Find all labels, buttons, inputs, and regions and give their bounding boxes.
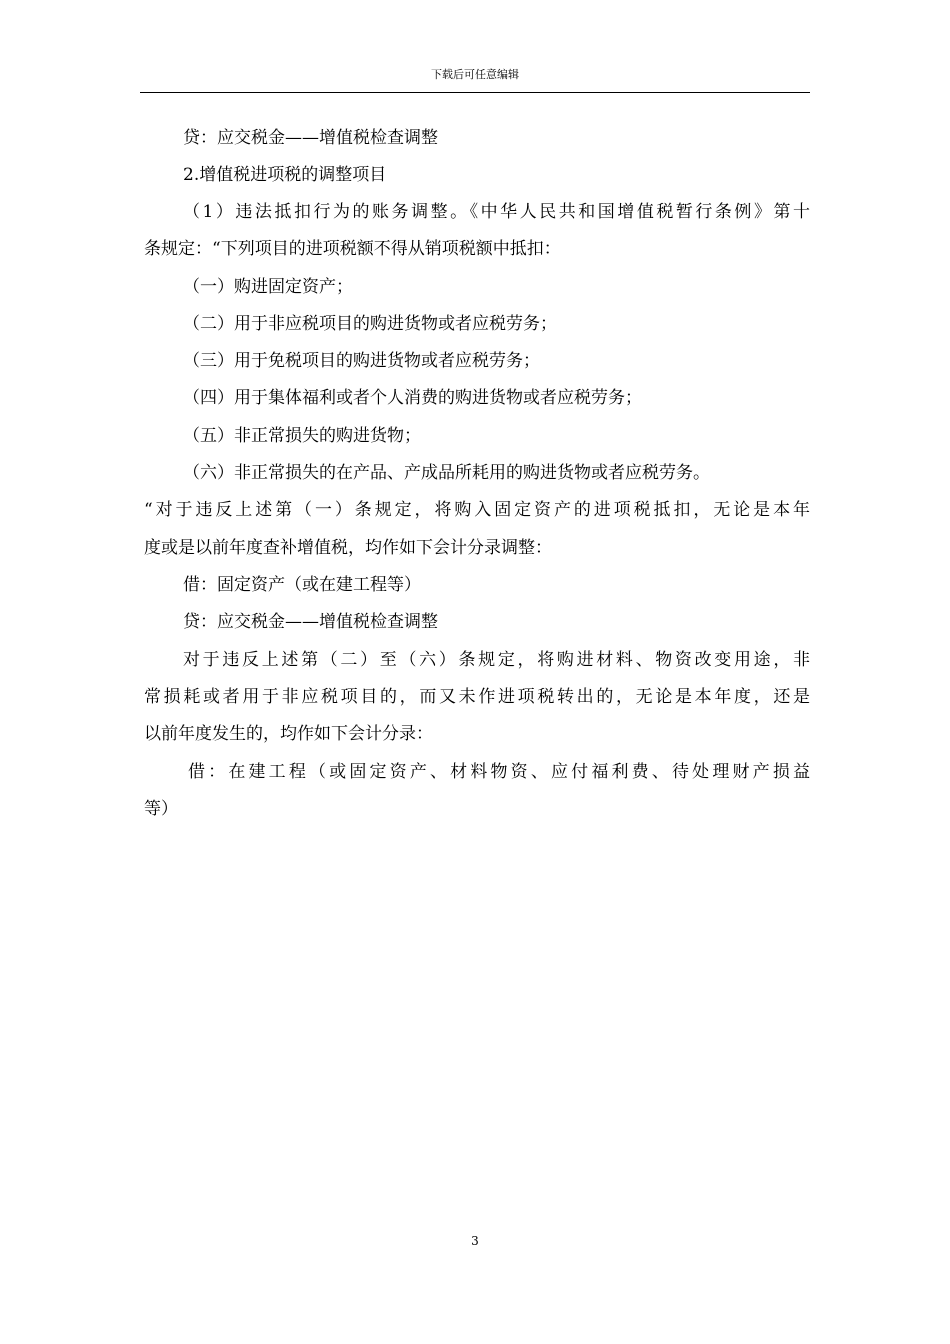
- page-number: 3: [471, 1234, 479, 1248]
- text-line: 贷：应交税金——增值税检查调整: [183, 612, 438, 632]
- text-line: 条规定：“下列项目的进项税额不得从销项税额中抵扣：: [144, 239, 561, 259]
- text-line: 贷：应交税金——增值税检查调整: [183, 128, 438, 148]
- page-header: 下载后可任意编辑: [431, 68, 519, 81]
- text-line: （四）用于集体福利或者个人消费的购进货物或者应税劳务；: [183, 388, 642, 408]
- text-line: （1）违法抵扣行为的账务调整。《中华人民共和国增值税暂行条例》第十: [183, 202, 810, 222]
- text-line: 借：固定资产（或在建工程等）: [183, 575, 421, 595]
- text-line: 常损耗或者用于非应税项目的，而又未作进项税转出的，无论是本年度，还是: [144, 687, 810, 707]
- text-line: （六）非正常损失的在产品、产成品所耗用的购进货物或者应税劳务。: [183, 463, 710, 483]
- text-line: （五）非正常损失的购进货物；: [183, 426, 421, 446]
- text-line: 2.增值税进项税的调整项目: [183, 165, 387, 185]
- text-line: （三）用于免税项目的购进货物或者应税劳务；: [183, 351, 540, 371]
- text-line: 等）: [144, 799, 178, 819]
- text-line: 借：在建工程（或固定资产、材料物资、应付福利费、待处理财产损益: [188, 762, 810, 782]
- header-divider: [140, 92, 810, 93]
- text-line: 对于违反上述第（二）至（六）条规定，将购进材料、物资改变用途，非: [183, 650, 810, 670]
- text-line: （一）购进固定资产；: [183, 277, 353, 297]
- text-line: “对于违反上述第（一）条规定，将购入固定资产的进项税抵扣，无论是本年: [144, 500, 810, 520]
- text-line: 以前年度发生的，均作如下会计分录：: [144, 724, 433, 744]
- text-line: （二）用于非应税项目的购进货物或者应税劳务；: [183, 314, 557, 334]
- text-line: 度或是以前年度查补增值税，均作如下会计分录调整：: [144, 538, 552, 558]
